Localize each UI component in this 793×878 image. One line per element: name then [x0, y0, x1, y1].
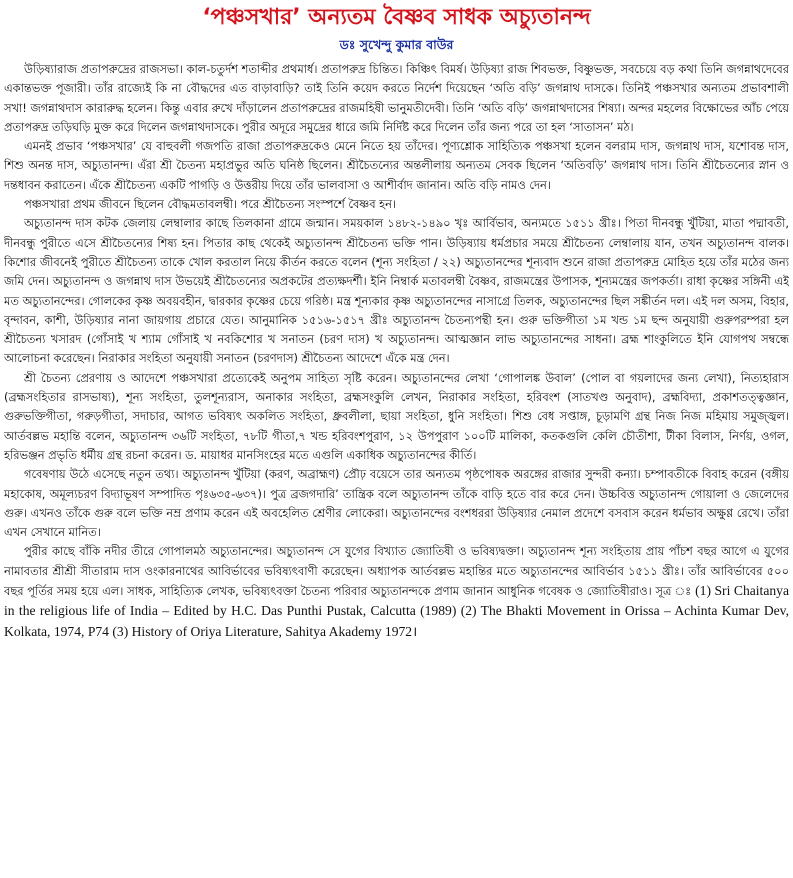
paragraph: শ্রী চৈতন্য প্রেরণায় ও আদেশে পঞ্চসখারা প্রত্যেকেই অনুপম সাহিত্য সৃষ্টি করেন। অচ্যুতানন্দের লেখা ‘গোপালঙ্ক উবাল’ (পোল বা গয়লাদের জন্য লেখা), নিত্যহারাস (ব্রহ্মসংহিতার রাসভাষ্য), শূন্য সংহিতা, তুলশূন্যরাস, অনাকার সংহিতা, ব্রহ্মসংকুলি লেখন, নিরাকার সংহিতা, হরিবংশ (সাতখণ্ড অনুবাদ), ব্রহ্মবিদ্যা, প্রকাশতত্ত্বজ্ঞান, গুরুভক্তিগীতা, গরুড়গীতা, সদাচার, আগত ভবিষ্যৎ অকলিত সংহিতা, ধ্রুবলীলা, ছায়া সংহিতা, ধুনি সংহিতা। শিশু বেধ সপ্তাঙ্গ, চূড়ামণি গ্রন্থ নিজ নিজ মহিমায় সমুজ্জ্বল। আর্তবল্লভ মহান্তি বলেন, অচ্যুতানন্দ ৩৬টি সংহিতা, ৭৮টি গীতা,৭ খন্ড হরিবংশপুরাণ, ১২ উপপুরাণ ১০০টি মালিকা, কতকগুলি কেলি চৌতীশা, টীকা বিলাস, নির্ণয়, ওগল, হরিভঞ্জন প্রভৃতি ধর্মীয় গ্রন্থ রচনা করেন। ড. মায়াধর মানসিংহের মতে এগুলি একাধিক অচ্যুতানন্দের কীর্তি।	[4, 370, 789, 462]
article-body	[4, 60, 789, 642]
article	[4, 0, 789, 878]
article-title: ‘পঞ্চসখার’ অন্যতম বৈষ্ণব সাধক অচ্যুতানন্দ	[202, 5, 591, 30]
references: (1) Sri Chaitanya in the religious life of India – Edited by H.C. Das Punthi Pustak, Calcutta (1989) (2) The Bhakti Movement in Orissa – Achinta Kumar Dev, Kolkata, 1974, P74 (3) History of Oriya Literature, Sahitya Akademy 1972।	[4, 583, 789, 639]
article-author: ডঃ সুখেন্দু কুমার বাউর	[339, 37, 454, 52]
paragraph: গবেষণায় উঠে এসেছে নতুন তথ্য। অচ্যুতানন্দ খুঁটিয়া (করণ, অব্রাহ্মণ) প্রৌঢ় বয়েসে তার অন্যতম পৃষ্ঠপোষক অরঙ্গের রাজার সুন্দরী কন্যা। চম্পাবতীকে বিবাহ করেন (বঙ্গীয় মহাকোষ, অমূল্যচরণ বিদ্যাভূষণ সম্পাদিত পৃঃ৬৩৫-৬৩৭)। পুত্র ব্রজগদারি’ তান্ত্রিক বলে অচ্যুতানন্দ তাঁকে বাড়ি হতে বার করে দেন। উচ্চবিত্ত অচ্যুতানন্দ গোয়ালা ও জেলেদের গুরু। এখনও তাঁকে গুরু বলে ভক্তি নম্র প্রণাম করেন এই অবহেলিত শ্রেণীর লোকেরা। অচ্যুতানন্দের বংশধররা উড়িষ্যার নেমাল প্রদেশে বসবাস করেন ধর্মভাব অক্ষুণ্ণ রেখে। তাঁরা এখন সেখানে মানিত।	[4, 467, 789, 540]
paragraph-text: পুরীর কাছে বাঁকি নদীর তীরে গোপালমঠ অচ্যুতানন্দের। অচ্যুতানন্দ সে যুগের বিখ্যাত জ্যোতিষী ও ভবিষ্যদ্বক্তা। অচ্যুতানন্দ শূন্য সংহিতায় প্রায় পাঁচশ বছর আগে এ যুগের নামাবতার শ্রীশ্রী সীতারাম দাস ওংকারনাথের আবির্ভাবের ভবিষ্যৎবাণী করেছেন। অধ্যাপক আর্তবল্লভ মহান্তির মতে অচ্যুতানন্দের আবির্ভাব ১৫১১ খ্রীঃ। তাঁর আবির্ভাবের ৫০০ বছর পূর্তির সময় হয়ে এল। সাধক, সাহিত্যিক লেখক, ভবিষ্যৎবক্তা চৈতন্য পরিবার অচ্যুতানন্দকে প্রণাম জানান আধুনিক গবেষক ও জ্যোতিষীরাও। সূত্র ঃ	[4, 544, 789, 599]
paragraph: এমনই প্রভাব ‘পঞ্চসখার’ যে বাহুবলী গজপতি রাজা প্রতাপরুদ্রকেও মেনে নিতে হয় তাঁদের। পূণ্যশ্লোক সাহিত্যিক পঞ্চসখা হলেন বলরাম দাস, জগন্নাথ দাস, যশোবন্ত দাস, শিশু অনন্ত দাস, অচ্যুতানন্দ। এঁরা শ্রী চৈতন্য মহাপ্রভুর অতি ঘনিষ্ঠ ছিলেন। শ্রীচৈতন্যের অন্তলীলায় অন্যতম সেবক ছিলেন ‘অতিবড়ি’ জগন্নাথ দাস। তিনি শ্রীচৈতন্যের স্নান ও দন্তধাবন করাতেন। এঁকে শ্রীচৈতন্য একটি পাগড়ি ও উত্তরীয় দিয়ে তাঁর ভালবাসা ও আশীর্বাদ জানান। অতি বড়ি নামও দেন।	[4, 139, 789, 192]
paragraph: পঞ্চসখারা প্রথম জীবনে ছিলেন বৌদ্ধমতাবলম্বী। পরে শ্রীচৈতন্য সংস্পর্শে বৈষ্ণব হন।	[24, 197, 397, 212]
paragraph: অচ্যুতানন্দ দাস কটক জেলায় লেম্বালার কাছে তিলকানা গ্রামে জন্মান। সময়কাল ১৪৮২-১৪৯০ খৃঃ আর্বিভাব, অন্যমতে ১৫১১ খ্রীঃ। পিতা দীনবন্ধু খুঁটিয়া, মাতা পদ্মাবতী, দীনবন্ধু পুরীতে এসে শ্রীচৈতন্যের শিষ্য হন। পিতার কাছ থেকেই অচ্যুতানন্দ শ্রীচৈতন্য ভক্তি পান। উড়িষ্যায় ধর্মপ্রচার সময়ে শ্রীচৈতন্য লেম্বালায় যান, তখন অচ্যুতানন্দ বালক। কিশোর জীবনেই পুরীতে শ্রীচৈতন্য তাকে খোল করতাল নিয়ে কীর্তন করতে বলেন (শূন্য সংহিতা / ২২) অচ্যুতানন্দের শূন্যবাদ শুনে রাজা প্রতাপরুদ্র মোহিত হয়ে তাঁর মঠের জন্য জমি দেন। অচ্যুতানন্দ ও জগন্নাথ দাস উভয়েই শ্রীচৈতন্যের অপ্রকটের প্রত্যক্ষদর্শী। ইনি নিম্বার্ক মতাবলম্বী বৈষ্ণব, রাজমন্ত্রের উপাসক, শূন্যমন্ত্রের জপকর্তা। রাধা কৃষ্ণের সঙ্গিনী এই মত অচ্যুতানন্দের। গোলকের কৃষ্ণ অবয়বহীন, দ্বারকার কৃষ্ণের চেয়ে গরিষ্ঠ। মন্ত্র শূন্যকার কৃষ্ণ অচ্যুতানন্দের নাসাগ্রে তিলক, অচ্যুতানন্দের ছিল সঙ্কীর্তন দল। এই দল অসম, বিহার, বৃন্দাবন, কাশী, উড়িষ্যার নানা জায়গায় প্রচারে যেত। আনুমানিক ১৫১৬-১৫১৭ খ্রীঃ অচ্যুতানন্দ চৈতন্যপন্থী হন। গুরু ভক্তিগীতা ১ম খন্ড ১ম ছন্দ অনুযায়ী গুরুপরম্পরা হল শ্রীচৈতন্য খসারদ (গোঁসাই খ শ্যাম গোঁসাই খ নবকিশোর খ সনাতন (চরণ দাস) খ অচ্যুতানন্দ। আত্মজ্ঞান লাভ অচ্যুতানন্দের সাধনা। ব্রহ্ম শাংকুলিতে ইনি যোগপথ সম্বন্ধে আলোচনা করেছেন। নিরাকার সংহিতা অনুযায়ী সনাতন (চরণদাস) শ্রীচৈতন্য আদেশে এঁকে মন্ত্র দেন।	[4, 216, 789, 366]
paragraph-with-references	[4, 542, 789, 641]
paragraph: উড়িষ্যারাজ প্রতাপরুদ্রের রাজসভা। কাল-চতুর্দশ শতাব্দীর প্রথমার্ধ। প্রতাপরুদ্র চিন্তিত। কিঞ্চিৎ বিমর্ষ। উড়িষ্যা রাজ শিবভক্ত, বিষ্ণুভক্ত, সবচেয়ে বড় কথা তিনি জগন্নাথদেবের একান্তভক্ত পূজারী। তাঁর রাজ্যেই কি না বৌদ্ধদের এত বাড়াবাড়ি? তাই তিনি কয়েদ করতে নির্দেশ দিয়েছেন ‘অতি বড়ি’ জগন্নাথ দাসকে। তিনিই পঞ্চসখার অন্যতম প্রভাবশালী সখা! জগন্নাথদাস কারারুদ্ধ হলেন। কিন্তু এবার রুখে দাঁড়ালেন প্রতাপরুদ্রের রাজমহিষী ভানুমতীদেবী। তিনি ‘অতি বড়ি’ জগন্নাথদাসের শিষ্যা। অন্দর মহলের বিক্ষোভের আঁচ পেয়ে প্রতাপরুদ্র তড়িঘড়ি মুক্ত করে দিলেন জগন্নাথদাসকে। পুরীর অদূরে সমুদ্রের ধারে জমি নির্দিষ্ট করে দিলেন তাঁর জন্য পরে তা হল ‘সাতাসন’ মঠ।	[4, 62, 789, 134]
